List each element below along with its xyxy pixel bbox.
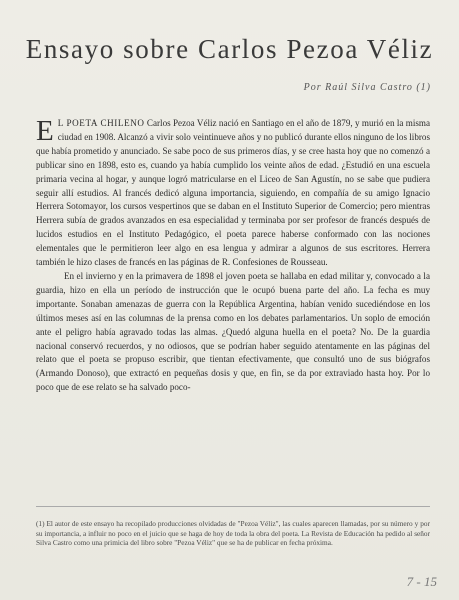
lead-caps: L POETA CHILENO bbox=[57, 118, 145, 128]
paragraph-2: En el invierno y en la primavera de 1898 el joven poeta se hallaba en edad militar y, convocado a la guardia, hizo en ella un período de instrucción que le ocupó buena parte del año. La fecha es muy importante. Sonaban amenazas de guerra con la República Argentina, habían venido sucediéndose en los últimos meses así en las columnas de la prensa como en los debates parlamentarios. Un soplo de emoción ante el peligro había agravado todas las almas. ¿Quedó alguna huella en el poeta? No. De la guardia nacional conservó recuerdos, y no odiosos, que se podrían haber seguido atentamente en las páginas del relato que el poeta se propuso escribir, que tientan efectivamente, que consultó uno de sus biógrafos (Armando Donoso), que extractó en pequeñas dosis y que, en fin, se da por extraviado hasta hoy. Por lo poco que de ese relato se ha salvado poco- bbox=[36, 270, 430, 393]
footnote-divider bbox=[36, 506, 430, 507]
footnote: (1) El autor de este ensayo ha recopilado producciones olvidadas de "Pezoa Véliz", las cuales aparecen llamadas, por su número y por su importancia, a influir no poco en el juicio que se haga de hoy de toda la obra del poeta. La Revista de Educación ha pedido al señor Silva Castro como una primicia del libro sobre "Pezoa Véliz" que se ha de publicar en fecha próxima. bbox=[36, 519, 430, 548]
article-body bbox=[36, 117, 430, 395]
drop-cap: E bbox=[36, 115, 54, 147]
paragraph-1-text: Carlos Pezoa Véliz nació en Santiago en el año de 1879, y murió en la misma ciudad en 1908. Alcanzó a vivir solo veintinueve años y no publicó durante ellos ninguno de los libros que había prometido y anunciado. Se sabe poco de sus primeros días, y se cree hasta hoy que no comenzó a publicar sino en 1898, esto es, cuando ya había cumplido los veinte años de edad. ¿Estudió en una escuela primaria vecina al hogar, y aunque logró matricularse en el Liceo de San Agustín, no se sabe que pudiera seguir allí estudios. Al francés dedicó alguna importancia, siguiendo, en compañía de su amigo Ignacio Herrera Sotomayor, los cursos vespertinos que se daban en el Instituto Superior de Comercio; pero mientras Herrera subía de grados avanzados en esa especialidad y terminaba por ser profesor de francés después de lucidos estudios en el Instituto Pedagógico, el poeta parece haberse conformado con las nociones elementales que le permitieron leer algo en esa lengua y admirar a algunos de sus escritores. Herrera también le hizo clases de francés en las páginas de R. Confesiones de Rousseau. bbox=[36, 118, 430, 268]
author-byline: Por Raúl Silva Castro (1) bbox=[303, 82, 431, 93]
paragraph-1 bbox=[36, 117, 430, 270]
article-title: Ensayo sobre Carlos Pezoa Véliz bbox=[25, 34, 434, 64]
page-mark: 7 - 15 bbox=[406, 574, 437, 589]
